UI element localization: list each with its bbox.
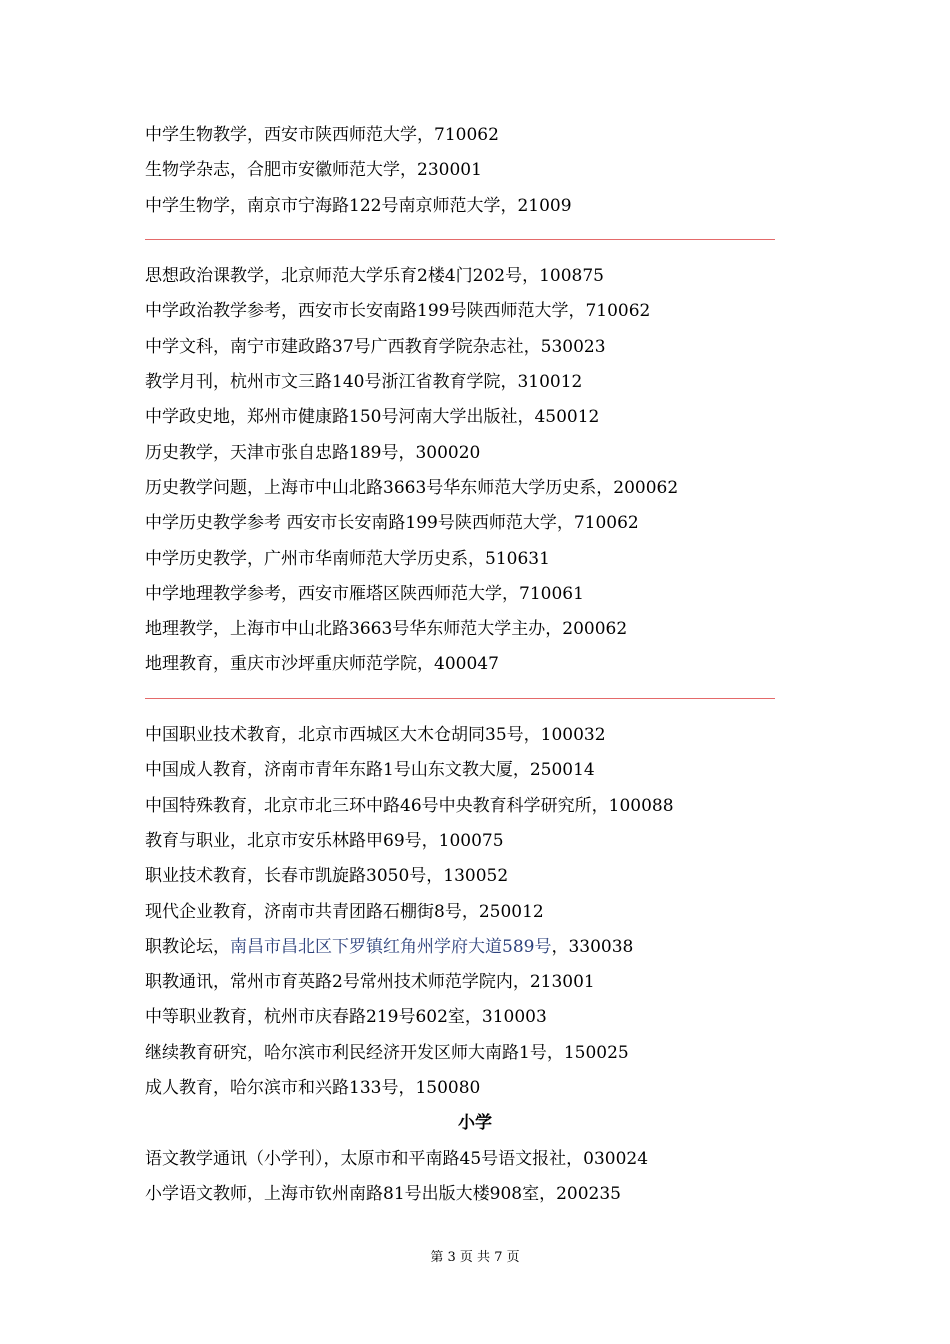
postcode: ，330038 xyxy=(551,936,634,957)
page-footer: 第 3 页 共 7 页 xyxy=(430,1250,520,1265)
list-item: 中学政史地，郑州市健康路150号河南大学出版社，450012 xyxy=(145,407,600,428)
list-item: 语文教学通讯（小学刊），太原市和平南路45号语文报社，030024 xyxy=(145,1148,649,1169)
list-item: 中国职业技术教育，北京市西城区大木仓胡同35号，100032 xyxy=(145,725,606,746)
list-item: 生物学杂志，合肥市安徽师范大学，230001 xyxy=(145,160,482,181)
address-link[interactable]: 南昌市昌北区下罗镇红角州学府大道589号 xyxy=(230,936,552,957)
list-item: 教育与职业，北京市安乐林路甲69号，100075 xyxy=(145,830,504,851)
list-item: 继续教育研究，哈尔滨市利民经济开发区师大南路1号，150025 xyxy=(145,1042,629,1063)
list-item: 地理教育，重庆市沙坪重庆师范学院，400047 xyxy=(145,654,499,675)
separator-rule xyxy=(145,698,775,699)
list-item: 思想政治课教学，北京师范大学乐育2楼4门202号，100875 xyxy=(145,266,604,287)
journal-name: 职教论坛， xyxy=(145,936,230,957)
list-item: 中国成人教育，济南市青年东路1号山东文教大厦，250014 xyxy=(145,760,595,781)
list-item: 历史教学，天津市张自忠路189号，300020 xyxy=(145,442,481,463)
separator-rule xyxy=(145,239,775,240)
list-item: 中学地理教学参考，西安市雁塔区陕西师范大学，710061 xyxy=(145,583,584,604)
list-item: 中国特殊教育，北京市北三环中路46号中央教育科学研究所，100088 xyxy=(145,795,674,816)
list-item: 中学历史教学，广州市华南师范大学历史系，510631 xyxy=(145,548,550,569)
list-item: 中学历史教学参考 西安市长安南路199号陕西师范大学，710062 xyxy=(145,513,639,534)
section-separator xyxy=(145,683,805,718)
list-item: 现代企业教育，济南市共青团路石棚街8号，250012 xyxy=(145,901,544,922)
section-separator xyxy=(145,224,805,259)
list-item: 中学文科，南宁市建政路37号广西教育学院杂志社，530023 xyxy=(145,336,606,357)
list-item: 成人教育，哈尔滨市和兴路133号，150080 xyxy=(145,1078,481,1099)
list-item: 中等职业教育，杭州市庆春路219号602室，310003 xyxy=(145,1007,547,1028)
list-item: 职业技术教育，长春市凯旋路3050号，130052 xyxy=(145,866,509,887)
list-item: 职教通讯，常州市育英路2号常州技术师范学院内，213001 xyxy=(145,972,595,993)
section-heading: 小学 xyxy=(458,1113,492,1134)
list-item: 教学月刊，杭州市文三路140号浙江省教育学院，310012 xyxy=(145,372,583,393)
list-item: 小学语文教师，上海市钦州南路81号出版大楼908室，200235 xyxy=(145,1183,621,1204)
list-item: 历史教学问题，上海市中山北路3663号华东师范大学历史系，200062 xyxy=(145,477,679,498)
list-item: 中学政治教学参考，西安市长安南路199号陕西师范大学，710062 xyxy=(145,301,651,322)
list-item: 地理教学，上海市中山北路3663号华东师范大学主办，200062 xyxy=(145,619,628,640)
list-item xyxy=(145,930,805,965)
list-item: 中学生物教学，西安市陕西师范大学，710062 xyxy=(145,125,499,145)
list-item: 中学生物学，南京市宁海路122号南京师范大学，21009 xyxy=(145,195,572,216)
journal-list xyxy=(145,118,805,1212)
